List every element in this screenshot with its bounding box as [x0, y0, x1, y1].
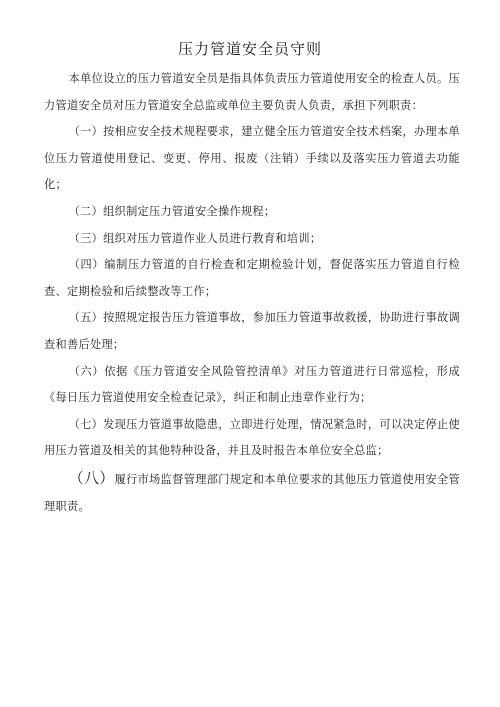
document-body — [44, 66, 460, 520]
duty-item-1: （一）按相应安全技术规程要求，建立健全压力管道安全技术档案，办理本单位压力管道使用登记、变更、停用、报废（注销）手续以及落实压力管道去功能化； — [44, 125, 460, 192]
intro-paragraph: 本单位设立的压力管道安全员是指具体负责压力管道使用安全的检查人员。压力管道安全员对压力管道安全总监或单位主要负责人负责，承担下列职责： — [44, 72, 460, 112]
duty-item-4: （四）编制压力管道的自行检查和定期检验计划，督促落实压力管道自行检查、定期检验和后续整改等工作； — [44, 258, 460, 298]
duty-item-8 — [44, 465, 460, 520]
duty-item-7: （七）发现压力管道事故隐患，立即进行处理，情况紧急时，可以决定停止使用压力管道及相关的其他特种设备，并且及时报告本单位安全总监； — [44, 417, 460, 458]
duty-item-3: （三）组织对压力管道作业人员进行教育和培训； — [68, 231, 322, 245]
duty-item-6: （六）依据《压力管道安全风险管控清单》对压力管道进行日常巡检，形成《每日压力管道使用安全检查记录》，纠正和制止违章作业行为； — [44, 364, 460, 405]
duty-item-2: （二）组织制定压力管道安全操作规程； — [68, 204, 276, 218]
duty-item-8-number: （八） — [68, 468, 115, 487]
duty-item-5: （五）按照规定报告压力管道事故，参加压力管道事故救援，协助进行事故调查和善后处理； — [44, 311, 460, 351]
duty-item-8-text: 履行市场监督管理部门规定和本单位要求的其他压力管道使用安全管理职责。 — [44, 472, 460, 513]
document-title: 压力管道安全员守则 — [177, 40, 322, 58]
